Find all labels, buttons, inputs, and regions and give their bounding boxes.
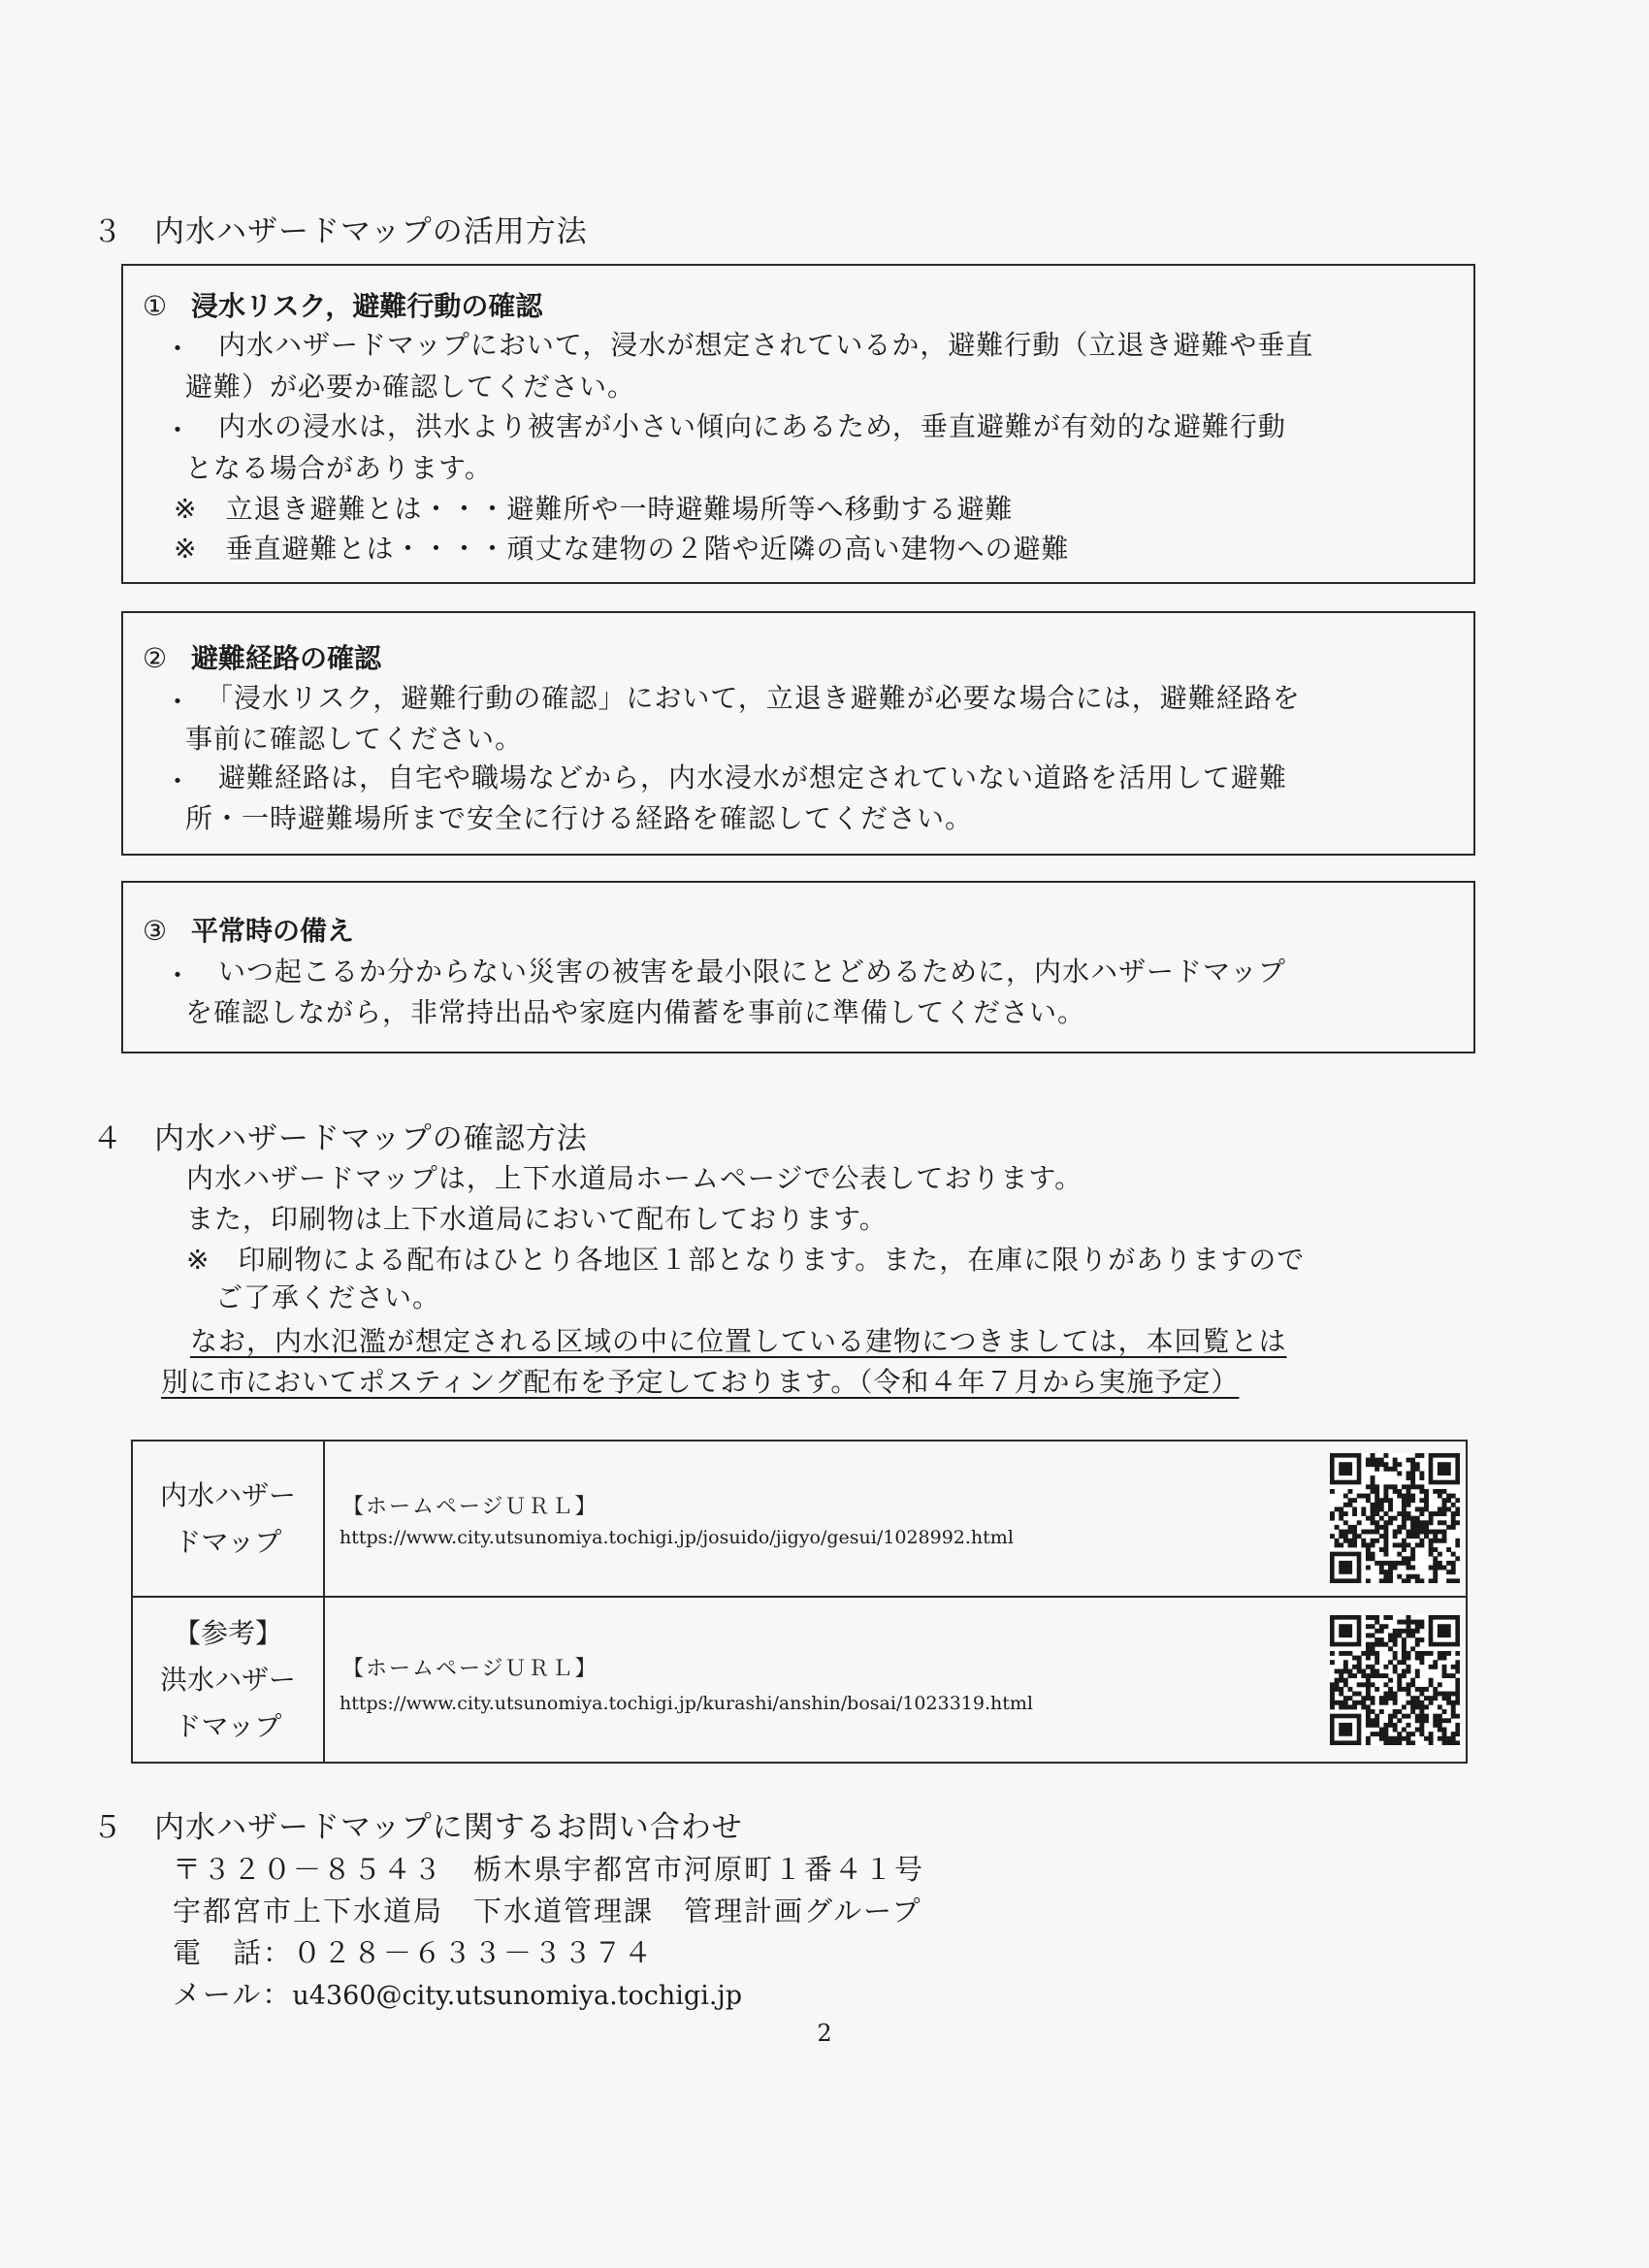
box2-title [143,637,381,676]
qr-code-icon [1330,1453,1460,1583]
bullet-mark: ・ [164,414,192,446]
section3-heading: ３ 内水ハザードマップの活用方法 [92,214,588,249]
box2-bullet1-line2: 事前に確認してください。 [185,723,524,755]
page-number: 2 [817,2020,832,2047]
email-label: メール： [173,1978,293,2011]
row2-name-line3: ドマップ [174,1709,282,1742]
row2-url-link[interactable]: https://www.city.utsunomiya.tochigi.jp/kurashi/anshin/bosai/1023319.html [340,1693,1033,1714]
row1-url-link[interactable]: https://www.city.utsunomiya.tochigi.jp/josuido/jigyo/gesui/1028992.html [340,1527,1014,1548]
box1-title-text: 浸水リスク，避難行動の確認 [191,290,543,322]
row1-name-line1: 内水ハザー [159,1478,296,1511]
phone-number: ０２８－６３３－３３７４ [293,1936,655,1969]
box1-note2: ※ 垂直避難とは・・・・頑丈な建物の２階や近隣の高い建物への避難 [174,533,1070,565]
section4-note-line2: ご了承ください。 [215,1281,441,1313]
section4-note-line1: ※ 印刷物による配布はひとり各地区１部となります。また，在庫に限りがありますので [186,1244,1306,1276]
row1-name-line2: ドマップ [174,1525,282,1558]
box2-bullet2-line1: 避難経路は，自宅や職場などから，内水浸水が想定されていない道路を活用して避難 [218,761,1288,794]
box1-bullet2-line1: 内水の浸水は，洪水より被害が小さい傾向にあるため，垂直避難が有効的な避難行動 [218,410,1286,442]
table-name-cell [132,1597,324,1763]
row2-name-line2: 洪水ハザー [159,1663,296,1696]
box3-bullet1-line2: を確認しながら，非常持出品や家庭内備蓄を事前に準備してください。 [185,996,1086,1028]
box3-bullet1-line1: いつ起こるか分からない災害の被害を最小限にとどめるために，内水ハザードマップ [218,956,1286,988]
contact-address: 〒３２０－８５４３ 栃木県宇都宮市河原町１番４１号 [173,1853,925,1886]
box1-note1: ※ 立退き避難とは・・・避難所や一時避難場所等へ移動する避難 [174,493,1014,525]
box-preparation [121,881,1475,1053]
bullet-mark: ・ [164,959,192,991]
table-name-cell [132,1441,324,1597]
box1-number: ① [143,290,168,322]
box3-title-text: 平常時の備え [191,915,355,947]
row1-url-label: 【ホームページＵＲＬ】 [342,1495,598,1519]
box2-bullet1-line1: 「浸水リスク，避難行動の確認」において，立退き避難が必要な場合には，避難経路を [206,682,1301,714]
reference-table [131,1440,1468,1764]
email-address[interactable]: u4360@city.utsunomiya.tochigi.jp [292,1981,743,2011]
box-evacuation-route [121,611,1475,856]
table-row [132,1597,1467,1763]
box-flood-risk [121,264,1475,584]
contact-phone [173,1931,654,1971]
box2-number: ② [143,642,168,674]
contact-department: 宇都宮市上下水道局 下水道管理課 管理計画グループ [173,1895,922,1928]
section4-para2: また，印刷物は上下水道局において配布しております。 [186,1203,888,1235]
box2-title-text: 避難経路の確認 [191,642,382,674]
section4-underline2: 別に市においてポスティング配布を予定しております。（令和４年７月から実施予定） [161,1366,1240,1398]
box1-bullet1-line1: 内水ハザードマップにおいて，浸水が想定されているか，避難行動（立退き避難や垂直 [218,329,1314,361]
bullet-mark: ・ [164,765,192,797]
bullet-mark: ・ [164,333,192,365]
box3-title [143,910,354,949]
box1-bullet2-line2: となる場合があります。 [185,452,493,484]
phone-label: 電 話： [173,1936,294,1969]
table-url-cell [324,1597,1467,1763]
box1-title [143,285,542,324]
table-url-cell [324,1441,1467,1597]
section5-heading: ５ 内水ハザードマップに関するお問い合わせ [92,1810,743,1845]
bullet-mark: ・ [164,686,192,718]
box3-number: ③ [143,915,168,947]
row2-url-label: 【ホームページＵＲＬ】 [342,1657,598,1681]
box1-bullet1-line2: 避難）が必要か確認してください。 [185,371,636,403]
section4-underline1: なお，内水氾濫が想定される区域の中に位置している建物につきましては，本回覧とは [190,1325,1287,1357]
contact-email [173,1973,742,2013]
box2-bullet2-line2: 所・一時避難場所まで安全に行ける経路を確認してください。 [185,802,974,834]
section4-heading: ４ 内水ハザードマップの確認方法 [92,1121,588,1156]
qr-code-icon [1330,1615,1460,1745]
table-row [132,1441,1467,1597]
row2-name-line1: 【参考】 [173,1616,282,1649]
section4-para1: 内水ハザードマップは，上下水道局ホームページで公表しております。 [186,1162,1083,1194]
